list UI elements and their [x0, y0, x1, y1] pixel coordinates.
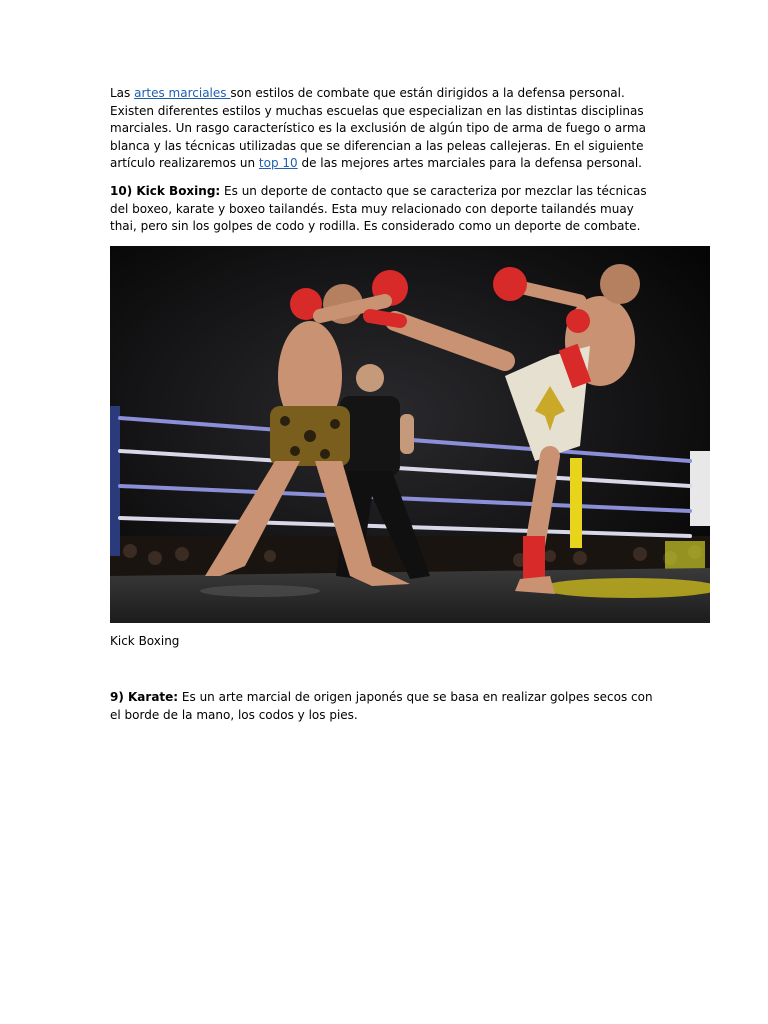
artes-marciales-link[interactable]: artes marciales — [134, 86, 231, 100]
intro-text-end: de las mejores artes marciales para la defensa personal. — [297, 156, 642, 171]
karate-heading: 9) Karate: — [110, 690, 179, 704]
intro-text-start: Las — [110, 86, 135, 100]
karate-paragraph — [110, 689, 660, 724]
intro-paragraph — [110, 85, 660, 173]
kick-boxing-body: Es un deporte de contacto que se caracteriza por mezclar las técnicas del boxeo, karate y boxeo tailandés. Esta muy relacionado con deporte tailandés muay thai, pero sin los golpes de codo y rodilla. Es considerado como un deporte de combate. — [110, 184, 647, 234]
image-caption: Kick Boxing — [110, 634, 180, 648]
kick-boxing-photo — [110, 246, 710, 623]
intro-text-middle: son estilos de combate que están dirigidos a la defensa personal. Existen diferentes estilos y muchas escuelas que especializan en las distintas disciplinas marciales. Un rasgo característico es la exclusión de algún tipo de arma de fuego o arma blanca y las técnicas utilizadas que se diferencian a las peleas callejeras. En el siguiente artículo realizaremos un — [110, 86, 647, 171]
top-10-link[interactable]: top 10 — [258, 156, 298, 171]
kick-boxing-paragraph — [110, 183, 660, 236]
karate-body: Es un arte marcial de origen japonés que se basa en realizar golpes secos con el borde de la mano, los codos y los pies. — [110, 690, 653, 722]
kick-boxing-heading: 10) Kick Boxing: — [110, 184, 221, 198]
